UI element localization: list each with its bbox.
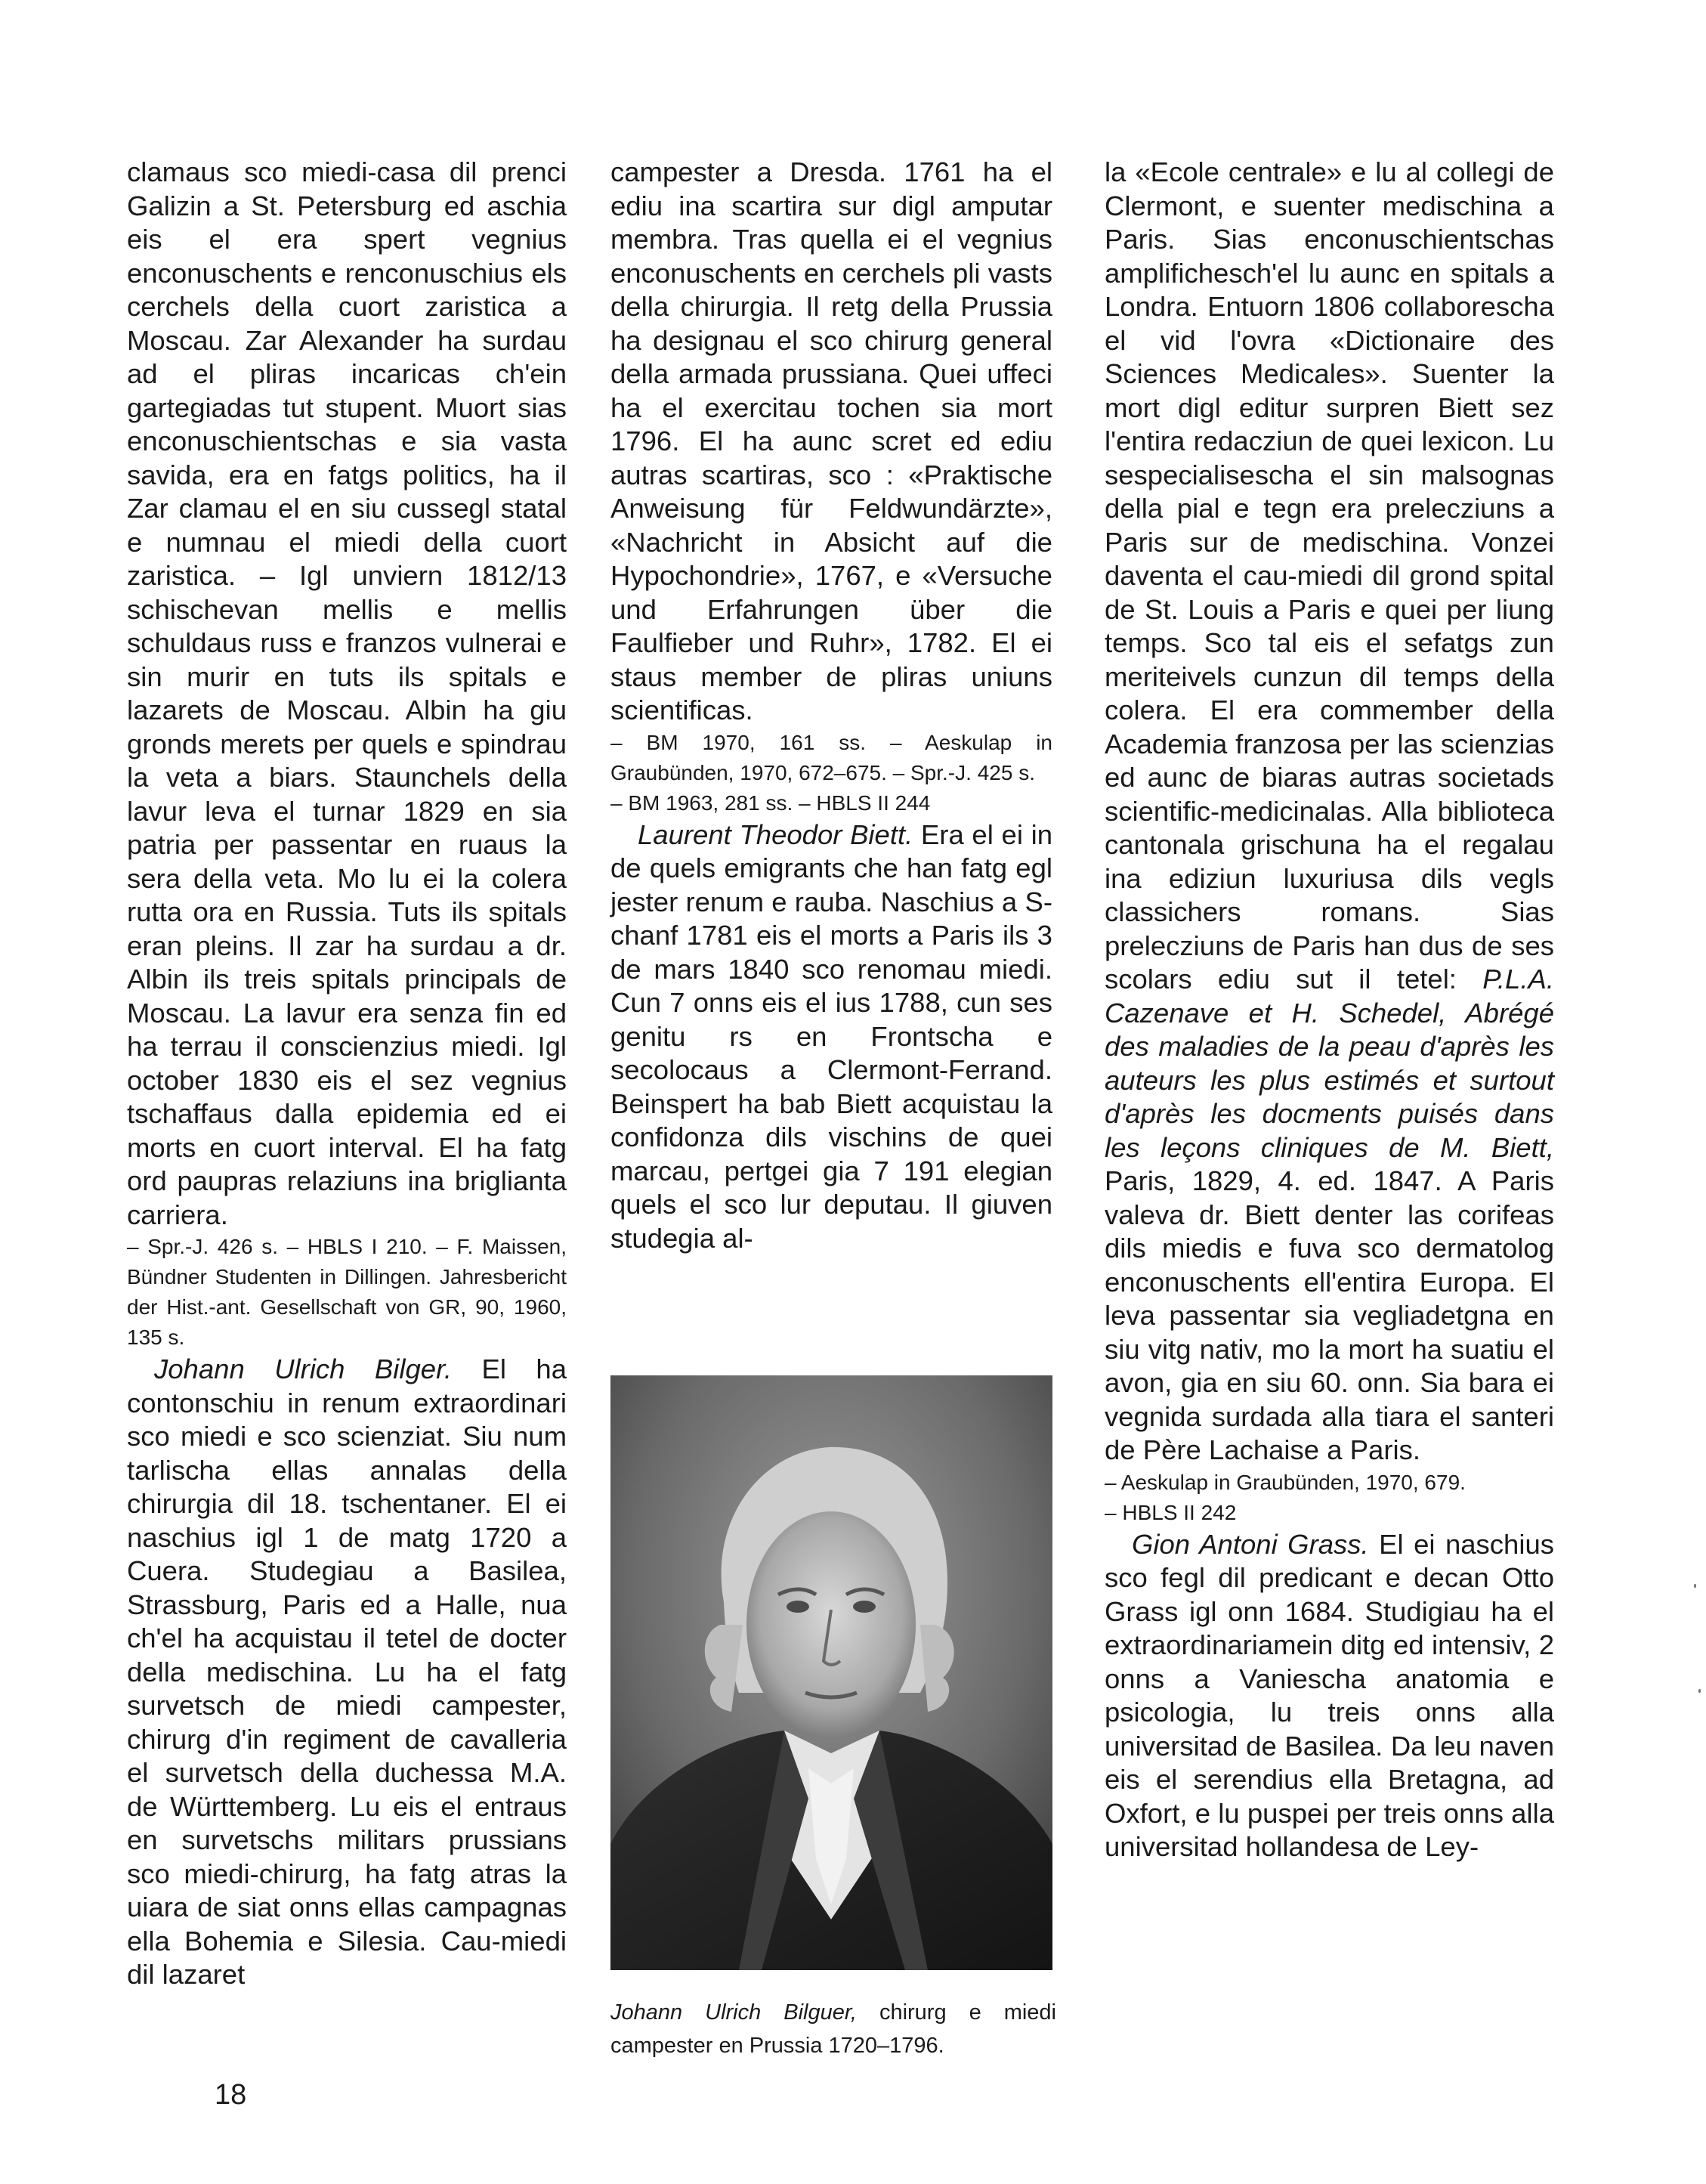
- photo-caption: [610, 1996, 1056, 2062]
- entry-text: Era el ei in de quels emigrants che han fatg egl jester renum e rauba. Naschius a S-chanf 1781 eis el morts a Paris ils 3 de mars 1840 sco renomau miedi. Cun 7 onns eis el ius 1788, cun ses genitu rs en Frontscha e secolocaus a Clermont-Ferrand. Beinspert ha bab Biett acquistau la confidonza dils vischins de quei marcau, pertgei gia 7 191 elegian quels el sco lur deputau. Il giuven studegia al-: [610, 818, 1053, 1254]
- caption-name: Johann Ulrich Bilguer,: [610, 2000, 857, 2025]
- paragraph-text: la «Ecole centrale» e lu al collegi de Clermont, e suenter medischina a Paris. Sias enconuschientschas amplifichesch'el lu aunc en spitals a Londra. Entuorn 1806 collaborescha el vid l'ovra «Dictionaire des Sciences Medicales». Suenter la mort digl editur surpren Biett sez l'entira redacziun de quei lexicon. Lu sespecialisescha el sin malsognas della pial e tegn era prelecziuns a Paris sur de medischina. Vonzei daventa el cau-miedi dil grond spital de St. Louis a Paris e quei per liung temps. Sco tal eis el sefatgs zun meriteivels cunzun dil temps della colera. El era commember della Academia franzosa per las scienzias ed aunc de biaras autras societads scientific-medicinalas. Alla biblioteca cantonala grischuna ha el regalau ina ediziun luxuriusa dils vegls classichers romans. Sias prelecziuns de Paris han dus de ses scolars ediu sut il tetel:: [1105, 156, 1554, 995]
- text-column-2: [610, 156, 1052, 1255]
- entry-name: Laurent Theodor Biett.: [638, 818, 913, 850]
- reference-note: – BM 1963, 281 ss. – HBLS II 244: [610, 790, 931, 815]
- entry-name: Johann Ulrich Bilger.: [154, 1353, 453, 1384]
- entry-text: El ei naschius sco fegl dil predicant e decan Otto Grass igl onn 1684. Studigiau ha el extraordinariamein ditg ed intensiv, 2 onns a Vaniescha anatomia e psicologia, lu treis onns alla universitad de Basilea. Da leu naven eis el serendius ella Bretagna, ad Oxfort, e lu puspei per treis onns alla universitad hollandesa de Ley-: [1105, 1528, 1554, 1862]
- scan-speck: [1698, 1689, 1701, 1693]
- entry-bilger: [127, 1353, 567, 1992]
- reference-note: – HBLS II 242: [1105, 1500, 1237, 1524]
- text-column-3: [1105, 156, 1554, 1864]
- entry-biett: [610, 818, 1052, 1256]
- paragraph-tail: Paris, 1829, 4. ed. 1847. A Paris valeva dr. Biett denter las corifeas dils miedis e fuva sco dermatolog enconuschents ell'entira Europa. El leva passentar sia vegliadetgna en siu vitg nativ, mo la mort ha suatiu el avon, gia en siu 60. onn. Sia bara ei vegnida surdada alla tiara el santeri de Père Lachaise a Paris.: [1105, 1165, 1554, 1465]
- text-column-1: [127, 156, 567, 1992]
- scan-speck: [1694, 1584, 1696, 1588]
- entry-name: Gion Antoni Grass.: [1132, 1528, 1369, 1560]
- page-number: 18: [215, 2079, 247, 2111]
- reference-note: – Aeskulap in Graubünden, 1970, 679.: [1105, 1470, 1466, 1494]
- entry-text: El ha contonschiu in renum extraordinari sco miedi e sco scienziat. Siu num tarlischa ellas annalas della chirurgia dil 18. tschentaner. El ei naschius igl 1 de matg 1720 a Cuera. Studegiau a Basilea, Strassburg, Paris ed a Halle, nua ch'el ha acquistau il tetel de docter della medischina. Lu ha el fatg survetsch de miedi campester, chirurg d'in regiment de cavalleria el survetsch della duchessa M.A. de Württemberg. Lu eis el entraus en survetschs militars prussians sco miedi-chirurg, ha fatg atras la uiara de siat onns ellas campagnas ella Bohemia e Silesia. Cau-miedi dil lazaret: [127, 1353, 567, 1990]
- paragraph: campester a Dresda. 1761 ha el ediu ina scartira sur digl amputar membra. Tras quella ei el vegnius enconuschents en cerchels pli vasts della chirurgia. Il retg della Prussia ha designau el sco chirurg general della armada prussiana. Quei uffeci ha el exercitau tochen sia mort 1796. El ha aunc scret ed ediu autras scartiras, sco : «Praktische Anweisung für Feldwundärzte», «Nachricht in Absicht auf die Hypochondrie», 1767, e «Versuche und Erfahrungen über die Faulfieber und Ruhr», 1782. El ei staus member de pliras uniuns scientificas.: [610, 156, 1052, 725]
- reference-note: – Spr.-J. 426 s. – HBLS I 210. – F. Maissen, Bündner Studenten in Dillingen. Jahresbericht der Hist.-ant. Gesellschaft von GR, 90, 1960, 135 s.: [127, 1235, 567, 1349]
- paragraph: [1105, 156, 1554, 1468]
- caption-text: chirurg e miedi campester en Prussia 1720–1796.: [610, 2000, 1056, 2058]
- reference-note: – BM 1970, 161 ss. – Aeskulap in Graubünden, 1970, 672–675. – Spr.-J. 425 s.: [610, 730, 1052, 784]
- paragraph: clamaus sco miedi-casa dil prenci Galizin a St. Petersburg ed aschia eis el era spert vegnius enconuschents e renconuschius els cerchels della cuort zaristica a Moscau. Zar Alexander ha surdau ad el pliras incaricas ch'ein gartegiadas tut stupent. Muort sias enconuschientschas e sia vasta savida, era en fatgs politics, ha il Zar clamau el en siu cussegl statal e numnau el miedi della cuort zaristica. – Igl unviern 1812/13 schischevan mellis e mellis schuldaus russ e franzos vulnerai e sin murir en tuts ils spitals e lazarets de Moscau. Albin ha giu gronds merets per quels e spindrau la veta a biars. Staunchels della lavur leva el turnar 1829 en sia patria per passentar en ruaus la sera della veta. Mo lu ei la colera rutta ora en Russia. Tuts ils spitals eran pleins. Il zar ha surdau a dr. Albin ils treis spitals principals de Moscau. La lavur era senza fin ed ha terrau il conscienzius miedi. Igl october 1830 eis el sez vegnius tschaffaus dalla epidemia ed ei morts en cuort interval. El ha fatg ord paupras relaziuns ina briglianta carriera.: [127, 156, 567, 1230]
- portrait-photo: [610, 1375, 1052, 1970]
- book-title: P.L.A. Cazenave et H. Schedel, Abrégé des maladies de la peau d'après les auteurs les plus estimés et surtout d'après les docments puisés dans les leçons cliniques de M. Biett,: [1105, 964, 1554, 1163]
- entry-grass: [1105, 1528, 1554, 1864]
